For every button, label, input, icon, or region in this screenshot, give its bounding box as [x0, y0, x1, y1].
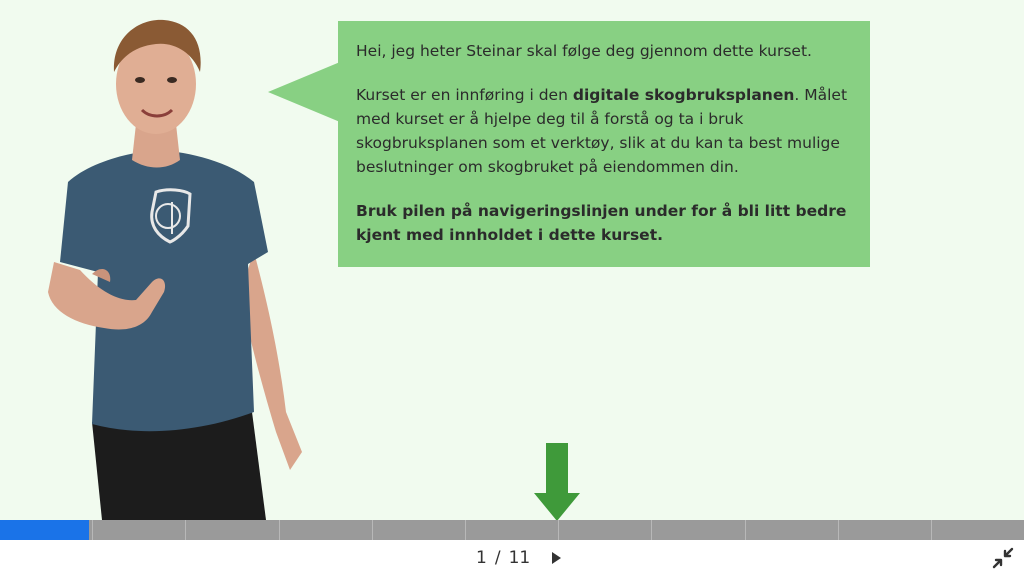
next-button[interactable] — [548, 550, 564, 566]
progress-segment[interactable] — [932, 520, 1024, 540]
progress-segment[interactable] — [652, 520, 745, 540]
description-highlight: digitale skogbruksplanen — [572, 86, 795, 104]
progress-segment[interactable] — [839, 520, 932, 540]
progress-bar[interactable] — [0, 520, 1024, 540]
current-page: 1 — [476, 548, 487, 568]
progress-segment[interactable] — [746, 520, 839, 540]
progress-fill — [0, 520, 89, 540]
page-counter — [476, 547, 564, 569]
progress-segment[interactable] — [373, 520, 466, 540]
description-text-2: . Målet med kurset er å hjelpe deg til å forstå og ta i bruk skogbruksplanen som et verktøy, slik at du kan ta best mulige beslutninger om skogbruket på eiendommen din. — [356, 86, 848, 176]
progress-segment[interactable] — [93, 520, 186, 540]
exit-fullscreen-button[interactable] — [992, 547, 1014, 569]
page-separator: / — [494, 548, 501, 568]
progress-segment[interactable] — [186, 520, 279, 540]
course-description — [356, 83, 852, 179]
exit-fullscreen-icon — [992, 547, 1014, 569]
progress-segment[interactable] — [466, 520, 559, 540]
progress-segment[interactable] — [0, 520, 93, 540]
play-right-icon — [551, 552, 561, 564]
navigation-instruction: Bruk pilen på navigeringslinjen under for å bli litt bedre kjent med innholdet i dette kurset. — [356, 202, 847, 244]
total-pages: 11 — [508, 548, 531, 568]
progress-segment[interactable] — [559, 520, 652, 540]
navigation-bar — [0, 540, 1024, 576]
intro-text: Hei, jeg heter Steinar skal følge deg gjennom dette kurset. — [356, 42, 812, 60]
description-text-1: Kurset er en innføring i den — [356, 86, 573, 104]
speech-bubble — [338, 21, 870, 267]
progress-segment[interactable] — [280, 520, 373, 540]
speech-bubble-tail — [268, 62, 340, 122]
down-arrow-icon — [534, 443, 580, 520]
